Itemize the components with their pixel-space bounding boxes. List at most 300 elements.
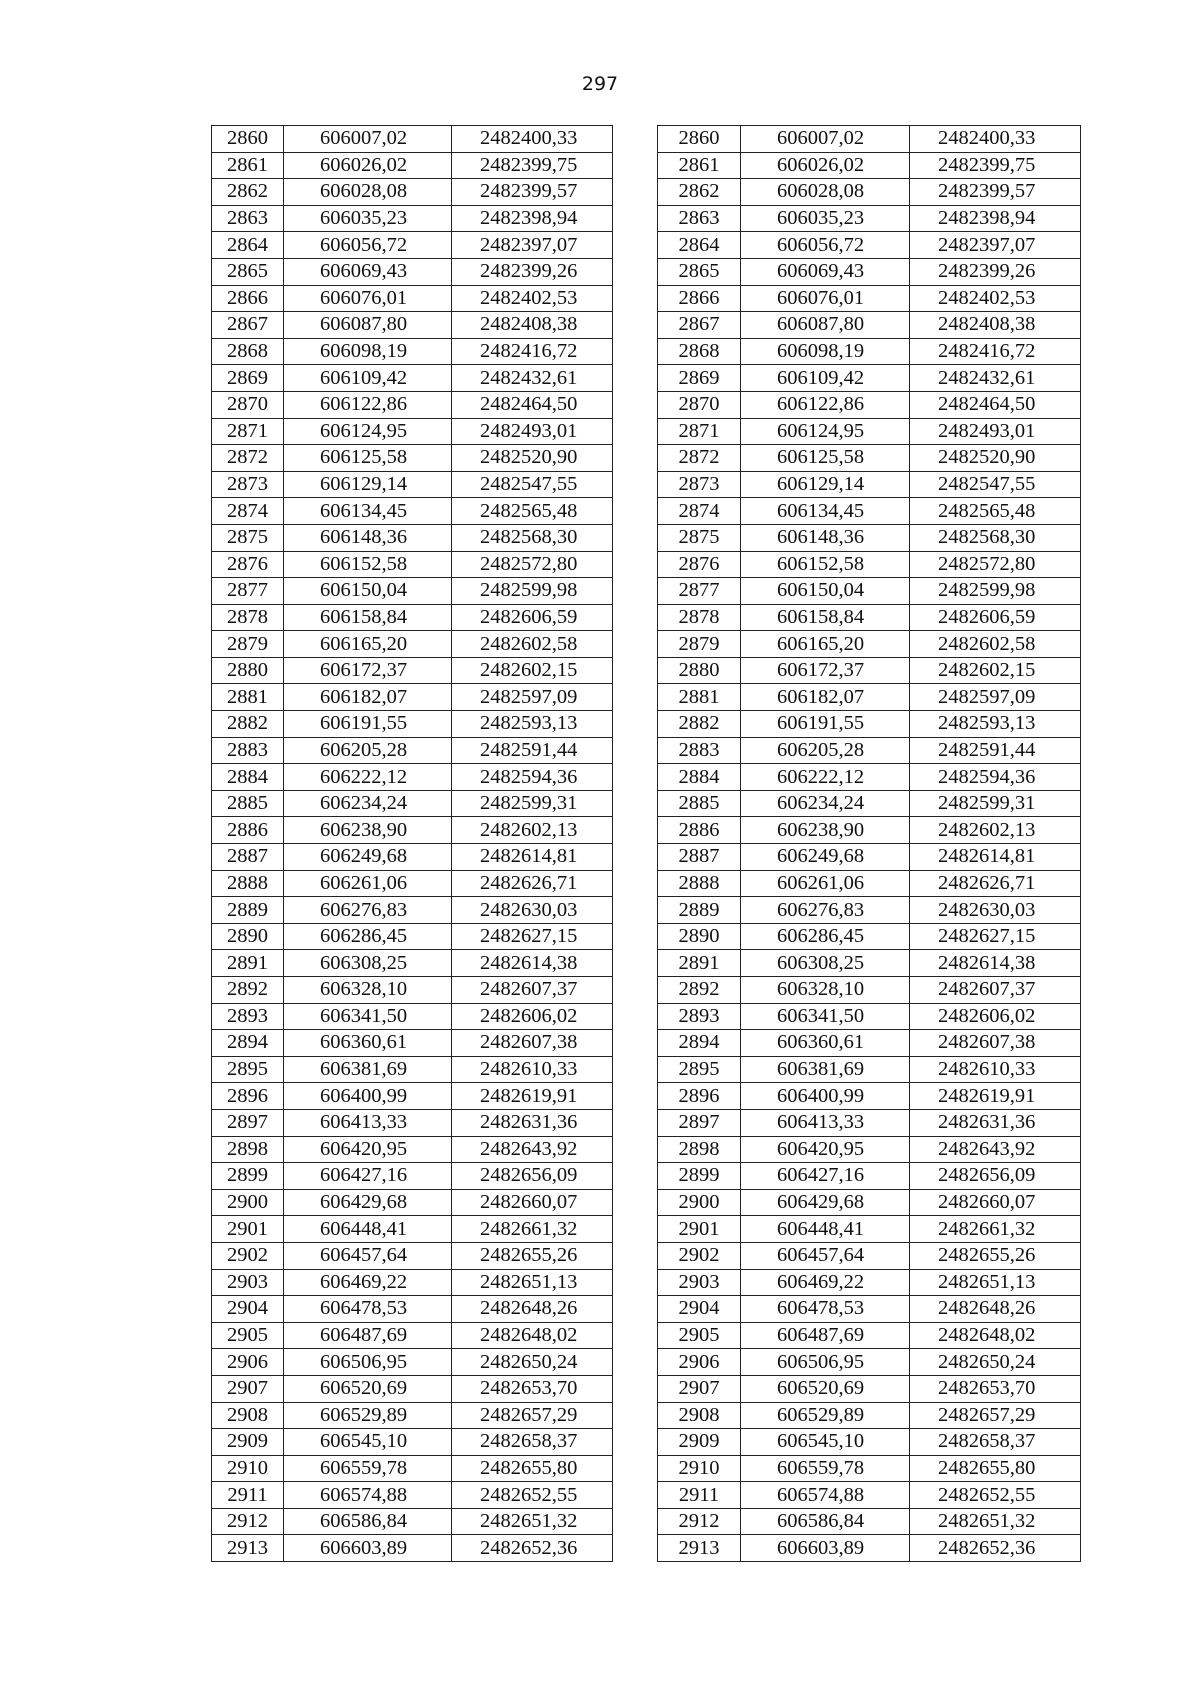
y-coordinate-right: 2482399,75	[910, 152, 1081, 179]
point-number-right: 2883	[658, 737, 741, 764]
table-row	[212, 152, 1081, 179]
column-gap	[613, 1189, 658, 1216]
x-coordinate-left: 606427,16	[284, 1163, 452, 1190]
y-coordinate-left: 2482648,26	[452, 1296, 613, 1323]
x-coordinate-right: 606087,80	[741, 312, 910, 339]
y-coordinate-left: 2482631,36	[452, 1109, 613, 1136]
column-gap	[613, 1296, 658, 1323]
x-coordinate-right: 606574,88	[741, 1482, 910, 1509]
column-gap	[613, 1030, 658, 1057]
y-coordinate-left: 2482400,33	[452, 126, 613, 153]
y-coordinate-right: 2482602,58	[910, 631, 1081, 658]
column-gap	[613, 471, 658, 498]
x-coordinate-left: 606026,02	[284, 152, 452, 179]
y-coordinate-right: 2482568,30	[910, 524, 1081, 551]
x-coordinate-left: 606150,04	[284, 578, 452, 605]
point-number-right: 2887	[658, 844, 741, 871]
y-coordinate-left: 2482619,91	[452, 1083, 613, 1110]
x-coordinate-left: 606286,45	[284, 923, 452, 950]
point-number-right: 2867	[658, 312, 741, 339]
x-coordinate-right: 606603,89	[741, 1535, 910, 1562]
x-coordinate-right: 606165,20	[741, 631, 910, 658]
column-gap	[613, 232, 658, 259]
x-coordinate-left: 606420,95	[284, 1136, 452, 1163]
x-coordinate-left: 606478,53	[284, 1296, 452, 1323]
table-row	[212, 391, 1081, 418]
y-coordinate-left: 2482660,07	[452, 1189, 613, 1216]
y-coordinate-left: 2482597,09	[452, 684, 613, 711]
table-row	[212, 126, 1081, 153]
column-gap	[613, 1402, 658, 1429]
column-gap	[613, 790, 658, 817]
x-coordinate-right: 606125,58	[741, 445, 910, 472]
point-number-right: 2870	[658, 391, 741, 418]
table-row	[212, 471, 1081, 498]
y-coordinate-left: 2482626,71	[452, 870, 613, 897]
point-number-left: 2873	[212, 471, 284, 498]
table-row	[212, 1003, 1081, 1030]
y-coordinate-left: 2482606,59	[452, 604, 613, 631]
x-coordinate-left: 606205,28	[284, 737, 452, 764]
point-number-left: 2895	[212, 1056, 284, 1083]
column-gap	[613, 764, 658, 791]
x-coordinate-right: 606182,07	[741, 684, 910, 711]
column-gap	[613, 817, 658, 844]
column-gap	[613, 551, 658, 578]
point-number-right: 2881	[658, 684, 741, 711]
column-gap	[613, 258, 658, 285]
point-number-right: 2876	[658, 551, 741, 578]
y-coordinate-right: 2482547,55	[910, 471, 1081, 498]
x-coordinate-left: 606035,23	[284, 205, 452, 232]
x-coordinate-left: 606172,37	[284, 657, 452, 684]
x-coordinate-right: 606586,84	[741, 1508, 910, 1535]
point-number-left: 2902	[212, 1242, 284, 1269]
y-coordinate-left: 2482398,94	[452, 205, 613, 232]
y-coordinate-left: 2482547,55	[452, 471, 613, 498]
point-number-left: 2911	[212, 1482, 284, 1509]
coordinates-table	[211, 125, 1081, 1562]
point-number-right: 2869	[658, 365, 741, 392]
column-gap	[613, 950, 658, 977]
table-row	[212, 604, 1081, 631]
column-gap	[613, 1429, 658, 1456]
point-number-left: 2877	[212, 578, 284, 605]
point-number-right: 2903	[658, 1269, 741, 1296]
point-number-left: 2863	[212, 205, 284, 232]
y-coordinate-left: 2482408,38	[452, 312, 613, 339]
x-coordinate-left: 606506,95	[284, 1349, 452, 1376]
y-coordinate-left: 2482416,72	[452, 338, 613, 365]
x-coordinate-left: 606413,33	[284, 1109, 452, 1136]
y-coordinate-left: 2482651,32	[452, 1508, 613, 1535]
y-coordinate-left: 2482594,36	[452, 764, 613, 791]
column-gap	[613, 338, 658, 365]
table-row	[212, 631, 1081, 658]
table-row	[212, 551, 1081, 578]
x-coordinate-right: 606261,06	[741, 870, 910, 897]
x-coordinate-left: 606328,10	[284, 977, 452, 1004]
y-coordinate-left: 2482599,98	[452, 578, 613, 605]
column-gap	[613, 498, 658, 525]
x-coordinate-left: 606308,25	[284, 950, 452, 977]
y-coordinate-right: 2482648,02	[910, 1322, 1081, 1349]
point-number-left: 2893	[212, 1003, 284, 1030]
x-coordinate-left: 606429,68	[284, 1189, 452, 1216]
x-coordinate-right: 606249,68	[741, 844, 910, 871]
column-gap	[613, 312, 658, 339]
column-gap	[613, 684, 658, 711]
column-gap	[613, 923, 658, 950]
y-coordinate-right: 2482631,36	[910, 1109, 1081, 1136]
x-coordinate-left: 606124,95	[284, 418, 452, 445]
table-row	[212, 1083, 1081, 1110]
column-gap	[613, 1375, 658, 1402]
x-coordinate-left: 606586,84	[284, 1508, 452, 1535]
y-coordinate-right: 2482656,09	[910, 1163, 1081, 1190]
table-row	[212, 1535, 1081, 1562]
point-number-right: 2879	[658, 631, 741, 658]
x-coordinate-left: 606056,72	[284, 232, 452, 259]
point-number-left: 2904	[212, 1296, 284, 1323]
y-coordinate-left: 2482399,26	[452, 258, 613, 285]
x-coordinate-right: 606487,69	[741, 1322, 910, 1349]
x-coordinate-right: 606122,86	[741, 391, 910, 418]
x-coordinate-right: 606205,28	[741, 737, 910, 764]
y-coordinate-left: 2482614,81	[452, 844, 613, 871]
point-number-right: 2899	[658, 1163, 741, 1190]
y-coordinate-left: 2482397,07	[452, 232, 613, 259]
y-coordinate-right: 2482565,48	[910, 498, 1081, 525]
y-coordinate-left: 2482520,90	[452, 445, 613, 472]
point-number-right: 2896	[658, 1083, 741, 1110]
column-gap	[613, 657, 658, 684]
y-coordinate-right: 2482658,37	[910, 1429, 1081, 1456]
x-coordinate-right: 606506,95	[741, 1349, 910, 1376]
point-number-left: 2872	[212, 445, 284, 472]
x-coordinate-right: 606148,36	[741, 524, 910, 551]
x-coordinate-left: 606191,55	[284, 711, 452, 738]
y-coordinate-right: 2482599,98	[910, 578, 1081, 605]
x-coordinate-right: 606098,19	[741, 338, 910, 365]
x-coordinate-right: 606429,68	[741, 1189, 910, 1216]
x-coordinate-right: 606457,64	[741, 1242, 910, 1269]
table-row	[212, 1402, 1081, 1429]
x-coordinate-left: 606559,78	[284, 1455, 452, 1482]
point-number-left: 2894	[212, 1030, 284, 1057]
table-row	[212, 1242, 1081, 1269]
y-coordinate-right: 2482397,07	[910, 232, 1081, 259]
y-coordinate-left: 2482572,80	[452, 551, 613, 578]
x-coordinate-right: 606129,14	[741, 471, 910, 498]
y-coordinate-right: 2482655,26	[910, 1242, 1081, 1269]
y-coordinate-right: 2482399,57	[910, 179, 1081, 206]
table-row	[212, 1482, 1081, 1509]
column-gap	[613, 285, 658, 312]
point-number-left: 2884	[212, 764, 284, 791]
table-row	[212, 1375, 1081, 1402]
y-coordinate-right: 2482619,91	[910, 1083, 1081, 1110]
x-coordinate-left: 606028,08	[284, 179, 452, 206]
y-coordinate-right: 2482408,38	[910, 312, 1081, 339]
point-number-right: 2909	[658, 1429, 741, 1456]
x-coordinate-left: 606341,50	[284, 1003, 452, 1030]
x-coordinate-left: 606603,89	[284, 1535, 452, 1562]
column-gap	[613, 844, 658, 871]
point-number-right: 2885	[658, 790, 741, 817]
point-number-right: 2877	[658, 578, 741, 605]
point-number-right: 2888	[658, 870, 741, 897]
point-number-left: 2867	[212, 312, 284, 339]
point-number-right: 2880	[658, 657, 741, 684]
y-coordinate-left: 2482643,92	[452, 1136, 613, 1163]
x-coordinate-left: 606109,42	[284, 365, 452, 392]
point-number-left: 2870	[212, 391, 284, 418]
point-number-left: 2868	[212, 338, 284, 365]
point-number-left: 2908	[212, 1402, 284, 1429]
x-coordinate-right: 606035,23	[741, 205, 910, 232]
x-coordinate-right: 606234,24	[741, 790, 910, 817]
x-coordinate-right: 606028,08	[741, 179, 910, 206]
point-number-left: 2879	[212, 631, 284, 658]
point-number-left: 2860	[212, 126, 284, 153]
x-coordinate-right: 606109,42	[741, 365, 910, 392]
point-number-right: 2894	[658, 1030, 741, 1057]
column-gap	[613, 1216, 658, 1243]
table-row	[212, 445, 1081, 472]
point-number-right: 2893	[658, 1003, 741, 1030]
y-coordinate-right: 2482593,13	[910, 711, 1081, 738]
table-row	[212, 1429, 1081, 1456]
column-gap	[613, 631, 658, 658]
table-row	[212, 737, 1081, 764]
x-coordinate-left: 606249,68	[284, 844, 452, 871]
x-coordinate-right: 606400,99	[741, 1083, 910, 1110]
point-number-left: 2890	[212, 923, 284, 950]
column-gap	[613, 1322, 658, 1349]
y-coordinate-right: 2482602,15	[910, 657, 1081, 684]
point-number-right: 2866	[658, 285, 741, 312]
y-coordinate-right: 2482606,02	[910, 1003, 1081, 1030]
point-number-right: 2907	[658, 1375, 741, 1402]
y-coordinate-right: 2482648,26	[910, 1296, 1081, 1323]
y-coordinate-right: 2482614,81	[910, 844, 1081, 871]
y-coordinate-left: 2482614,38	[452, 950, 613, 977]
table-row	[212, 258, 1081, 285]
y-coordinate-right: 2482591,44	[910, 737, 1081, 764]
x-coordinate-right: 606478,53	[741, 1296, 910, 1323]
x-coordinate-left: 606520,69	[284, 1375, 452, 1402]
y-coordinate-left: 2482655,80	[452, 1455, 613, 1482]
point-number-right: 2911	[658, 1482, 741, 1509]
y-coordinate-right: 2482626,71	[910, 870, 1081, 897]
y-coordinate-left: 2482652,55	[452, 1482, 613, 1509]
y-coordinate-right: 2482653,70	[910, 1375, 1081, 1402]
table-row	[212, 1189, 1081, 1216]
point-number-right: 2860	[658, 126, 741, 153]
point-number-left: 2869	[212, 365, 284, 392]
table-row	[212, 844, 1081, 871]
point-number-right: 2891	[658, 950, 741, 977]
y-coordinate-right: 2482661,32	[910, 1216, 1081, 1243]
table-row	[212, 1056, 1081, 1083]
y-coordinate-left: 2482602,15	[452, 657, 613, 684]
x-coordinate-right: 606469,22	[741, 1269, 910, 1296]
table-row	[212, 524, 1081, 551]
column-gap	[613, 205, 658, 232]
column-gap	[613, 1508, 658, 1535]
page-number: 297	[581, 73, 619, 95]
y-coordinate-right: 2482607,37	[910, 977, 1081, 1004]
point-number-right: 2871	[658, 418, 741, 445]
table-row	[212, 498, 1081, 525]
table-row	[212, 657, 1081, 684]
column-gap	[613, 524, 658, 551]
y-coordinate-left: 2482493,01	[452, 418, 613, 445]
x-coordinate-right: 606150,04	[741, 578, 910, 605]
table-row	[212, 285, 1081, 312]
x-coordinate-right: 606076,01	[741, 285, 910, 312]
y-coordinate-right: 2482594,36	[910, 764, 1081, 791]
table-row	[212, 1109, 1081, 1136]
table-row	[212, 1136, 1081, 1163]
x-coordinate-left: 606381,69	[284, 1056, 452, 1083]
point-number-left: 2888	[212, 870, 284, 897]
x-coordinate-left: 606360,61	[284, 1030, 452, 1057]
point-number-left: 2864	[212, 232, 284, 259]
point-number-right: 2886	[658, 817, 741, 844]
point-number-left: 2891	[212, 950, 284, 977]
column-gap	[613, 1136, 658, 1163]
table-row	[212, 1163, 1081, 1190]
point-number-right: 2875	[658, 524, 741, 551]
y-coordinate-left: 2482399,57	[452, 179, 613, 206]
point-number-left: 2882	[212, 711, 284, 738]
point-number-right: 2861	[658, 152, 741, 179]
x-coordinate-right: 606276,83	[741, 897, 910, 924]
table-row	[212, 205, 1081, 232]
point-number-left: 2913	[212, 1535, 284, 1562]
x-coordinate-left: 606234,24	[284, 790, 452, 817]
y-coordinate-left: 2482650,24	[452, 1349, 613, 1376]
point-number-right: 2882	[658, 711, 741, 738]
column-gap	[613, 1482, 658, 1509]
point-number-right: 2884	[658, 764, 741, 791]
y-coordinate-right: 2482399,26	[910, 258, 1081, 285]
x-coordinate-right: 606158,84	[741, 604, 910, 631]
y-coordinate-left: 2482607,37	[452, 977, 613, 1004]
column-gap	[613, 418, 658, 445]
x-coordinate-right: 606529,89	[741, 1402, 910, 1429]
table-row	[212, 790, 1081, 817]
point-number-right: 2892	[658, 977, 741, 1004]
point-number-right: 2900	[658, 1189, 741, 1216]
point-number-right: 2901	[658, 1216, 741, 1243]
x-coordinate-right: 606172,37	[741, 657, 910, 684]
point-number-left: 2878	[212, 604, 284, 631]
point-number-left: 2865	[212, 258, 284, 285]
x-coordinate-left: 606276,83	[284, 897, 452, 924]
point-number-right: 2873	[658, 471, 741, 498]
point-number-left: 2889	[212, 897, 284, 924]
y-coordinate-left: 2482656,09	[452, 1163, 613, 1190]
point-number-left: 2900	[212, 1189, 284, 1216]
column-gap	[613, 179, 658, 206]
table-row	[212, 870, 1081, 897]
x-coordinate-left: 606182,07	[284, 684, 452, 711]
y-coordinate-left: 2482607,38	[452, 1030, 613, 1057]
x-coordinate-right: 606381,69	[741, 1056, 910, 1083]
y-coordinate-right: 2482599,31	[910, 790, 1081, 817]
table-row	[212, 1349, 1081, 1376]
x-coordinate-right: 606545,10	[741, 1429, 910, 1456]
y-coordinate-right: 2482651,32	[910, 1508, 1081, 1535]
y-coordinate-left: 2482432,61	[452, 365, 613, 392]
y-coordinate-right: 2482464,50	[910, 391, 1081, 418]
x-coordinate-right: 606308,25	[741, 950, 910, 977]
x-coordinate-right: 606056,72	[741, 232, 910, 259]
y-coordinate-left: 2482565,48	[452, 498, 613, 525]
point-number-left: 2901	[212, 1216, 284, 1243]
point-number-left: 2883	[212, 737, 284, 764]
point-number-right: 2878	[658, 604, 741, 631]
y-coordinate-right: 2482627,15	[910, 923, 1081, 950]
y-coordinate-left: 2482648,02	[452, 1322, 613, 1349]
column-gap	[613, 126, 658, 153]
point-number-right: 2872	[658, 445, 741, 472]
point-number-left: 2866	[212, 285, 284, 312]
column-gap	[613, 1535, 658, 1562]
table-row	[212, 578, 1081, 605]
y-coordinate-left: 2482661,32	[452, 1216, 613, 1243]
table-row	[212, 312, 1081, 339]
table-row	[212, 1030, 1081, 1057]
y-coordinate-right: 2482650,24	[910, 1349, 1081, 1376]
y-coordinate-left: 2482606,02	[452, 1003, 613, 1030]
column-gap	[613, 1269, 658, 1296]
y-coordinate-right: 2482610,33	[910, 1056, 1081, 1083]
x-coordinate-right: 606520,69	[741, 1375, 910, 1402]
column-gap	[613, 977, 658, 1004]
y-coordinate-right: 2482416,72	[910, 338, 1081, 365]
point-number-left: 2875	[212, 524, 284, 551]
x-coordinate-right: 606559,78	[741, 1455, 910, 1482]
point-number-left: 2905	[212, 1322, 284, 1349]
point-number-right: 2897	[658, 1109, 741, 1136]
x-coordinate-left: 606152,58	[284, 551, 452, 578]
y-coordinate-right: 2482660,07	[910, 1189, 1081, 1216]
x-coordinate-left: 606158,84	[284, 604, 452, 631]
point-number-right: 2912	[658, 1508, 741, 1535]
x-coordinate-left: 606238,90	[284, 817, 452, 844]
point-number-left: 2892	[212, 977, 284, 1004]
x-coordinate-right: 606134,45	[741, 498, 910, 525]
table-row	[212, 232, 1081, 259]
column-gap	[613, 1163, 658, 1190]
y-coordinate-left: 2482627,15	[452, 923, 613, 950]
point-number-left: 2903	[212, 1269, 284, 1296]
y-coordinate-left: 2482651,13	[452, 1269, 613, 1296]
y-coordinate-left: 2482399,75	[452, 152, 613, 179]
column-gap	[613, 445, 658, 472]
x-coordinate-left: 606574,88	[284, 1482, 452, 1509]
y-coordinate-left: 2482658,37	[452, 1429, 613, 1456]
y-coordinate-right: 2482402,53	[910, 285, 1081, 312]
point-number-left: 2899	[212, 1163, 284, 1190]
y-coordinate-left: 2482602,58	[452, 631, 613, 658]
y-coordinate-left: 2482655,26	[452, 1242, 613, 1269]
x-coordinate-left: 606261,06	[284, 870, 452, 897]
